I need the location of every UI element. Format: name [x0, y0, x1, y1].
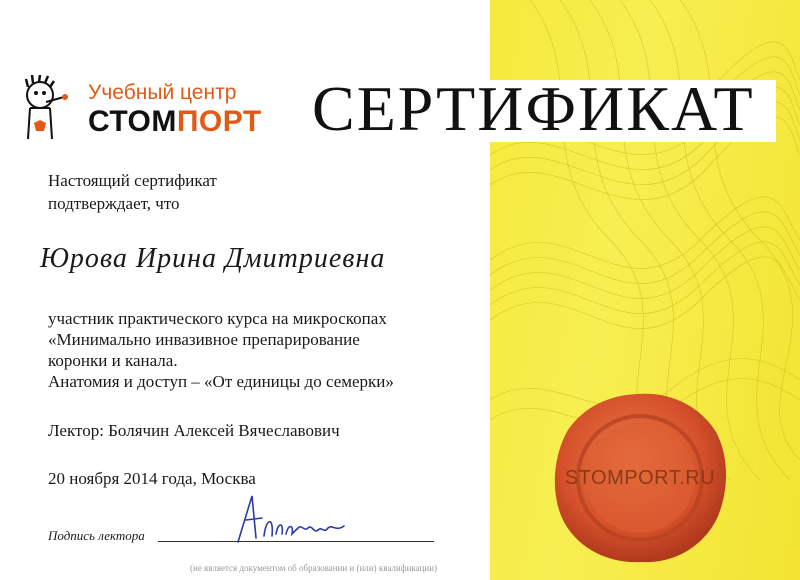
seal-text: STOMPORT.RU	[564, 467, 716, 489]
signature-label: Подпись лектора	[48, 528, 145, 543]
stomport-logo	[20, 75, 280, 145]
logo-brand-part2: ПОРТ	[176, 105, 262, 138]
handwritten-signature	[232, 488, 352, 548]
logo-brand-part1: СТОМ	[88, 105, 177, 138]
dentist-mascot-icon	[20, 75, 70, 141]
course-line-3: коронки и канала.	[48, 351, 178, 370]
certificate-title: СЕРТИФИКАТ	[312, 73, 755, 144]
logo-subtitle: Учебный центр	[88, 81, 237, 104]
intro-line-1: Настоящий сертификат	[48, 171, 217, 190]
footnote: (не является документом об образовании и (или) квалификации)	[190, 563, 438, 573]
intro-line-2: подтверждает, что	[48, 194, 180, 213]
course-line-1: участник практического курса на микроскопах	[48, 309, 387, 328]
course-line-2: «Минимально инвазивное препарирование	[48, 330, 360, 349]
date-place: 20 ноября 2014 года, Москва	[48, 469, 256, 488]
logo-brand	[88, 105, 262, 139]
lecturer-line: Лектор: Болячин Алексей Вячеславович	[48, 421, 340, 440]
course-line-4: Анатомия и доступ – «От единицы до семерки»	[48, 372, 394, 391]
course-description	[48, 308, 394, 392]
recipient-name: Юрова Ирина Дмитриевна	[40, 243, 386, 274]
